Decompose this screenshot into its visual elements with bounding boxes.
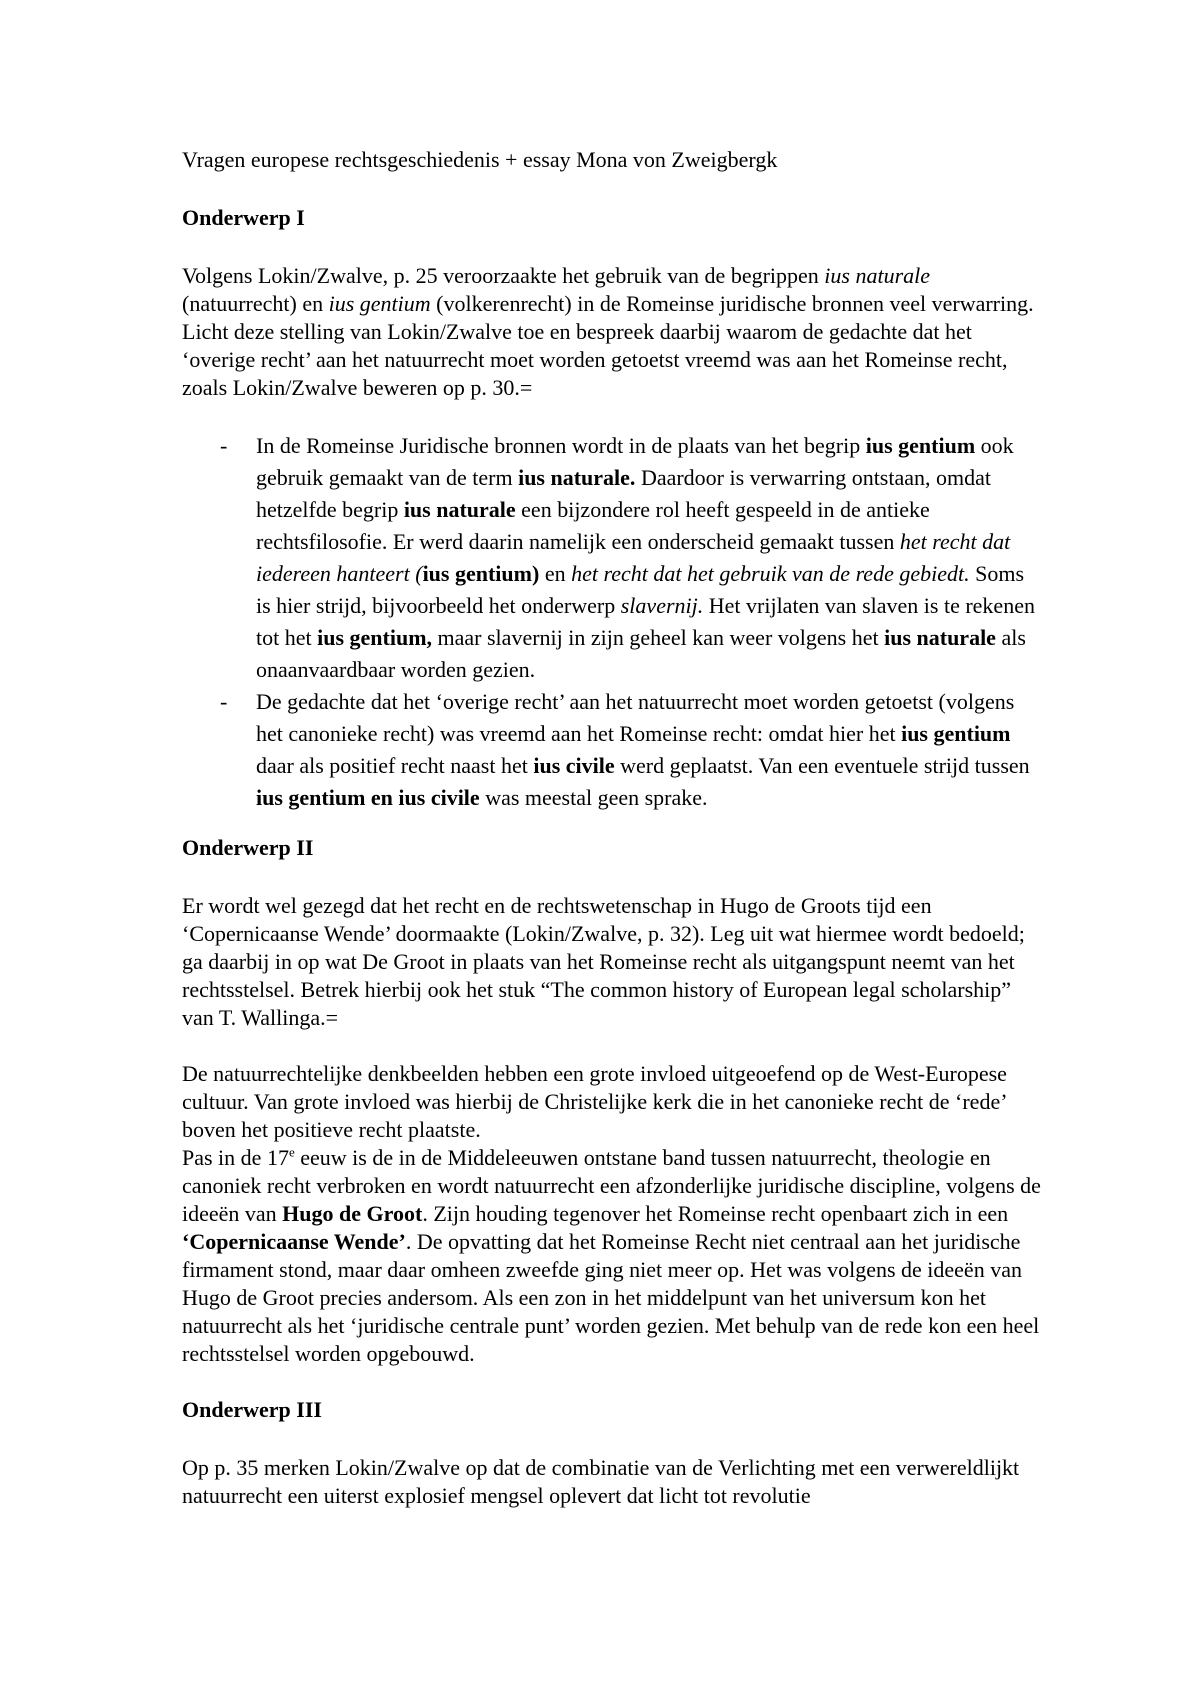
answer-text: was meestal geen sprake.: [479, 785, 708, 810]
superscript: e: [288, 1144, 295, 1160]
list-dash: -: [220, 433, 228, 458]
question-text-part: Volgens Lokin/Zwalve, p. 25 veroorzaakte het gebruik van de begrippen: [182, 263, 825, 288]
section-onderwerp-2: [182, 834, 1042, 1368]
term-bold: ius gentium: [865, 433, 976, 458]
section-heading: Onderwerp II: [182, 835, 314, 860]
answer-text: Pas in de 17: [182, 1145, 289, 1170]
term-bold: ius gentium,: [317, 625, 433, 650]
phrase-italic: het recht dat iedereen hanteert (: [256, 529, 1011, 586]
document-content: [182, 146, 1042, 1510]
section-heading: Onderwerp I: [182, 205, 305, 230]
answer-text: . Zijn houding tegenover het Romeinse recht openbaart zich in een: [422, 1201, 1009, 1226]
phrase-italic: slavernij.: [620, 593, 704, 618]
answer-text: . De opvatting dat het Romeinse Recht niet centraal aan het juridische firmament stond, maar daar omheen zweefde ging niet meer op. Het was volgens de ideeën van Hugo de Groot precies andersom. Als een zon in het middelpunt van het universum kon het natuurrecht als het ‘juridische centrale punt’ worden gezien. Met behulp van de rede kon een heel rechtsstelsel worden opgebouwd.: [182, 1229, 1040, 1366]
answer-text: Daardoor is verwarring ontstaan, omdat hetzelfde begrip: [256, 465, 991, 522]
section-onderwerp-1: [182, 204, 1042, 814]
answer-text: Soms is hier strijd, bijvoorbeeld het onderwerp: [256, 561, 1025, 618]
list-dash: -: [220, 689, 228, 714]
term-bold: ius civile: [533, 753, 615, 778]
term-bold: ius gentium): [422, 561, 540, 586]
question-text: Er wordt wel gezegd dat het recht en de rechtswetenschap in Hugo de Groots tijd een ‘Copernicaanse Wende’ doormaakte (Lokin/Zwalve, p. 32). Leg uit wat hiermee wordt bedoeld; ga daarbij in op wat De Groot in plaats van het Romeinse recht als uitgangspunt neemt van het rechtsstelsel. Betrek hierbij ook het stuk “The common history of European legal scholarship” van T. Wallinga.=: [182, 893, 1025, 1030]
term-italic: ius naturale: [824, 263, 931, 288]
answer-item: [182, 430, 1042, 686]
answer-item: [182, 686, 1042, 814]
phrase-italic: het recht dat het gebruik van de rede gebiedt.: [571, 561, 970, 586]
answer-text: werd geplaatst. Van een eventuele strijd tussen: [614, 753, 1030, 778]
term-bold: ‘Copernicaanse Wende’: [182, 1229, 406, 1254]
question-text: [182, 262, 1042, 402]
answer-text: als onaanvaardbaar worden gezien.: [256, 625, 1026, 682]
answer-text: daar als positief recht naast het: [256, 753, 534, 778]
document-title: Vragen europese rechtsgeschiedenis + essay Mona von Zweigbergk: [182, 147, 778, 172]
term-bold: ius gentium en ius civile: [256, 785, 480, 810]
term-bold: ius naturale.: [518, 465, 636, 490]
term-italic: ius gentium: [328, 291, 431, 316]
answer-text: maar slavernij in zijn geheel kan weer volgens het: [432, 625, 885, 650]
term-bold: ius gentium: [901, 721, 1011, 746]
answer-text: eeuw is de in de Middeleeuwen ontstane band tussen natuurrecht, theologie en canoniek recht verbroken en wordt natuurrecht een afzonderlijke juridische discipline, volgens de ideeën van: [182, 1145, 1041, 1226]
section-heading: Onderwerp III: [182, 1397, 322, 1422]
term-bold: ius naturale: [884, 625, 996, 650]
answer-list: [182, 430, 1042, 814]
answer-text: een bijzondere rol heeft gespeeld in de antieke rechtsfilosofie. Er werd daarin namelijk een onderscheid gemaakt tussen: [256, 497, 930, 554]
term-bold: Hugo de Groot: [282, 1201, 423, 1226]
answer-text: In de Romeinse Juridische bronnen wordt in de plaats van het begrip: [256, 433, 866, 458]
answer-paragraph: De natuurrechtelijke denkbeelden hebben een grote invloed uitgeoefend op de West-Europese cultuur. Van grote invloed was hierbij de Christelijke kerk die in het canonieke recht de ‘rede’ boven het positieve recht plaatste.: [182, 1061, 1007, 1142]
question-text-part: (volkerenrecht) in de Romeinse juridische bronnen veel verwarring. Licht deze stelling van Lokin/Zwalve toe en bespreek daarbij waarom de gedachte dat het ‘overige recht’ aan het natuurrecht moet worden getoetst vreemd was aan het Romeinse recht, zoals Lokin/Zwalve beweren op p. 30.=: [182, 291, 1034, 400]
question-text: Op p. 35 merken Lokin/Zwalve op dat de combinatie van de Verlichting met een verwereldlijkt natuurrecht een uiterst explosief mengsel oplevert dat licht tot revolutie: [182, 1455, 1020, 1508]
term-bold: ius naturale: [403, 497, 516, 522]
question-text-part: (natuurrecht) en: [182, 291, 329, 316]
answer-text: De gedachte dat het ‘overige recht’ aan het natuurrecht moet worden getoetst (volgens het canonieke recht) was vreemd aan het Romeinse recht: omdat hier het: [256, 689, 1015, 746]
answer-text: en: [539, 561, 572, 586]
answer-text: ook gebruik gemaakt van de term: [256, 433, 1014, 490]
answer-paragraph: [182, 1144, 1042, 1368]
section-onderwerp-3: [182, 1396, 1042, 1510]
answer-text: Het vrijlaten van slaven is te rekenen tot het: [256, 593, 1035, 650]
